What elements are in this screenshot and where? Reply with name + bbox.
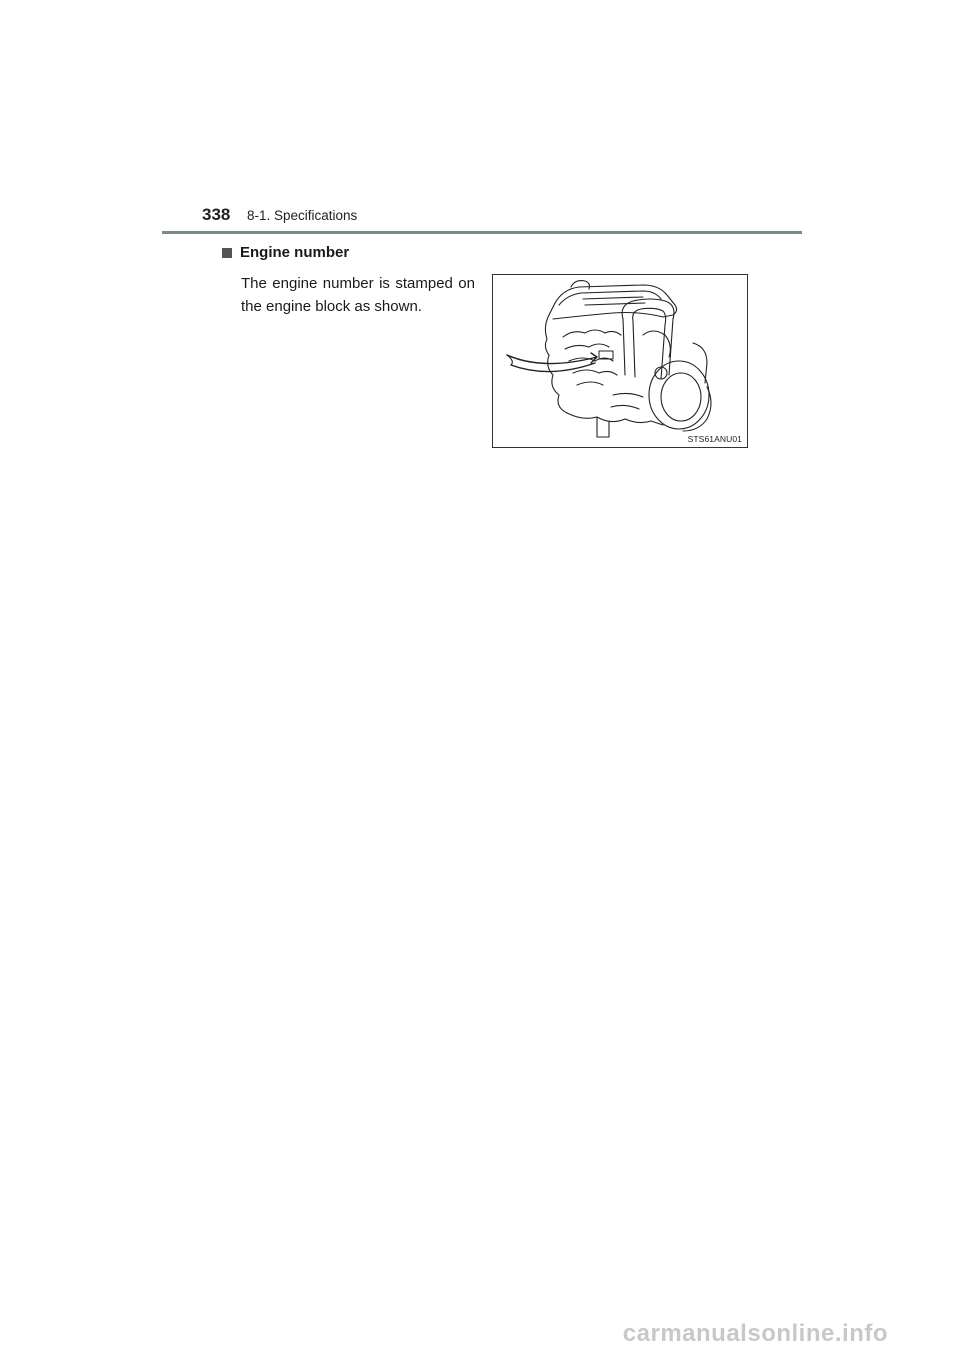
engine-illustration-icon <box>493 275 747 447</box>
body-paragraph: The engine number is stamped on the engine block as shown. <box>241 275 475 315</box>
engine-figure <box>492 274 748 448</box>
page-header <box>162 202 802 236</box>
header-divider <box>162 231 802 234</box>
page-number: 338 <box>202 205 231 224</box>
subsection-heading <box>222 244 349 261</box>
section-title: 8-1. Specifications <box>247 208 358 223</box>
watermark: carmanualsonline.info <box>622 1320 888 1347</box>
figure-code: STS61ANU01 <box>687 434 742 444</box>
subsection-title: Engine number <box>240 244 350 261</box>
square-bullet-icon <box>222 248 232 258</box>
